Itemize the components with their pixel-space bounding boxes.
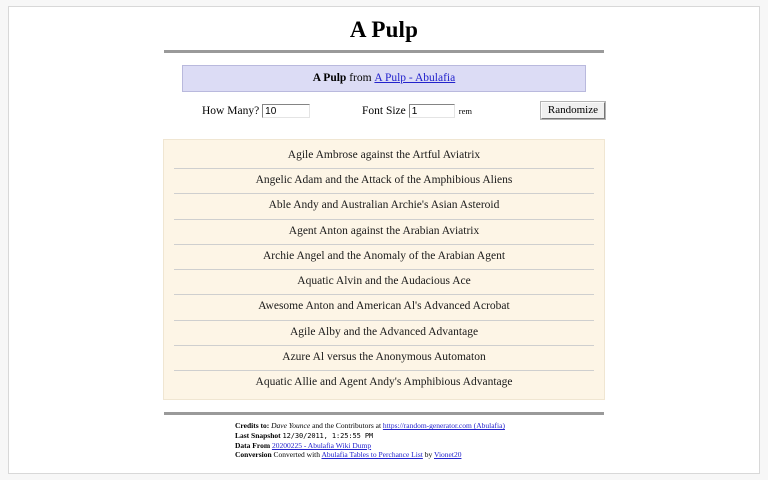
last-snapshot-value: 12/30/2011, 1:25:55 PM [282, 431, 374, 440]
credits-source-link[interactable]: https://random-generator.com (Abulafia) [382, 421, 505, 431]
result-row: Able Andy and Australian Archie's Asian Asteroid [174, 193, 594, 218]
data-from-label: Data From [235, 440, 271, 450]
result-row: Awesome Anton and American Al's Advanced Acrobat [174, 294, 594, 319]
conversion-text: Converted with [273, 450, 320, 460]
credits-person: Dave Younce [271, 421, 311, 431]
data-from-link[interactable]: 20200225 - Abulafia Wiki Dump [271, 440, 372, 450]
divider-bottom [164, 412, 604, 415]
font-size-group [362, 104, 472, 118]
credits-middle-text: and the Contributors at [312, 421, 382, 431]
font-size-input[interactable]: 1 [409, 104, 455, 118]
page-content [9, 7, 759, 460]
result-row: Azure Al versus the Anonymous Automaton [174, 345, 594, 370]
how-many-label: How Many? [202, 105, 260, 117]
page-title: A Pulp [349, 17, 419, 42]
how-many-input[interactable]: 10 [262, 104, 310, 118]
last-snapshot-label: Last Snapshot [235, 430, 281, 440]
conversion-author-link[interactable]: Vionet20 [433, 450, 462, 460]
credits-line [235, 421, 535, 431]
result-row: Aquatic Alvin and the Audacious Ace [174, 269, 594, 294]
conversion-by-word: by [424, 450, 433, 460]
result-row: Agent Anton against the Arabian Aviatrix [174, 219, 594, 244]
conversion-tool-link[interactable]: Abulafia Tables to Perchance List [321, 450, 423, 460]
source-banner [182, 65, 586, 92]
data-from-line [235, 441, 535, 451]
randomize-button[interactable]: Randomize [541, 102, 605, 119]
result-row: Agile Alby and the Advanced Advantage [174, 320, 594, 345]
controls-row [182, 102, 598, 126]
credits-footer [233, 421, 535, 459]
result-row: Agile Ambrose against the Artful Aviatrix [287, 149, 481, 161]
page-frame [8, 6, 760, 474]
conversion-line [235, 450, 535, 460]
credits-label: Credits to: [235, 421, 270, 431]
divider-top [164, 50, 604, 53]
font-size-label: Font Size [362, 105, 406, 117]
source-name: A Pulp [312, 72, 347, 84]
results-panel [163, 139, 605, 400]
result-row: Aquatic Allie and Agent Andy's Amphibious Advantage [174, 370, 594, 395]
result-row: Archie Angel and the Anomaly of the Arabian Agent [174, 244, 594, 269]
how-many-group [202, 104, 310, 118]
last-snapshot-line [235, 431, 535, 441]
source-from-label: from [349, 72, 372, 84]
conversion-label: Conversion [235, 450, 272, 460]
font-size-unit-label: rem [458, 106, 472, 116]
source-link[interactable]: A Pulp - Abulafia [374, 72, 456, 84]
result-row: Angelic Adam and the Attack of the Amphibious Aliens [174, 168, 594, 193]
